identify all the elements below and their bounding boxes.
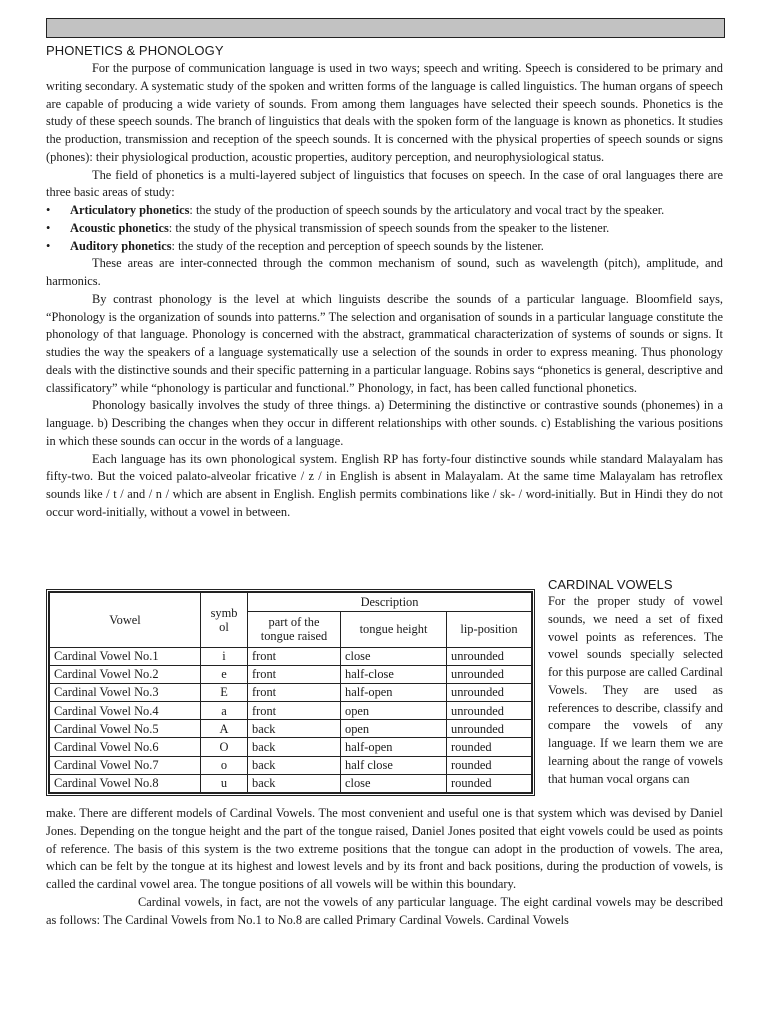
cell-height: open [341,702,447,720]
list-item-text: : the study of the reception and perception of speech sounds by the listener. [171,238,544,253]
cell-symbol: e [201,665,248,683]
table-row [50,702,532,720]
cell-symbol: a [201,702,248,720]
cell-vowel: Cardinal Vowel No.6 [50,738,201,756]
table-row [50,683,532,701]
cell-lip: unrounded [447,647,532,665]
cell-part: front [248,665,341,683]
cell-height: close [341,774,447,792]
paragraph-three-things: Phonology basically involves the study of three things. a) Determining the distinctive or contrastive sounds (phonemes) in a language. b) Describing the changes when they occur in different relationships with other sounds. c) Establishing the various positions in which these sounds can occur in the words of a language. [46,398,723,448]
cell-vowel: Cardinal Vowel No.1 [50,647,201,665]
cell-height: half-close [341,665,447,683]
cell-height: close [341,647,447,665]
bullet-icon: • [46,203,51,217]
cell-height: half close [341,756,447,774]
cell-part: front [248,702,341,720]
bullet-icon: • [46,220,51,235]
cell-vowel: Cardinal Vowel No.5 [50,720,201,738]
cell-part: front [248,647,341,665]
header-symbol: symb ol [201,593,248,648]
phonetics-areas-list [46,202,723,255]
cell-part: back [248,720,341,738]
cell-symbol: A [201,720,248,738]
header-lip: lip-position [447,612,532,647]
table-row [50,665,532,683]
list-item-term: Articulatory phonetics [70,203,190,217]
cardinal-continuation [46,805,723,929]
paragraph-interconnected: These areas are inter-connected through the common mechanism of sound, such as wavelength (pitch), amplitude, and harmonics. [46,256,723,288]
cell-height: half-open [341,683,447,701]
header-bar [46,18,725,38]
bullet-icon: • [46,238,51,253]
paragraph-intro: For the purpose of communication language is used in two ways; speech and writing. Speech is considered to be primary and writing secondary. A systematic study of the spoken and written forms of the language is called linguistics. The human organs of speech are capable of producing a wide variety of sounds. From among them languages have selected their speech sounds. Phonetics is the study of these speech sounds. The branch of linguistics that deals with the spoken form of the language is known as phonetics. It studies the production, transmission and reception of the speech sounds. It is concerned with the physical properties of speech sounds or signs (phones): their physiological production, acoustic properties, auditory perception, and neurophysiological status. [46,61,723,164]
cell-part: back [248,774,341,792]
cell-symbol: O [201,738,248,756]
cell-lip: unrounded [447,683,532,701]
cell-symbol: i [201,647,248,665]
paragraph-phonology: By contrast phonology is the level at which linguists describe the sounds of a particular language. Bloomfield says, “Phonology is the organization of sounds into patterns.” The selection and organisation of sounds in a particular language constitute the phonology of that language. Phonology is concerned with the abstract, grammatical characterization of systems of sounds or signs. It studies the way the speakers of a language systematically use a selection of the sounds in order to express meaning. Thus phonology deals with the distinctive sounds and their specific patterning in a particular language. Robins says “phonetics is general, descriptive and classificatory” while “phonology is particular and functional.” Phonology, in fact, has been called functional phonetics. [46,291,723,395]
main-text [46,60,723,522]
cell-height: open [341,720,447,738]
cardinal-vowels-table-frame [46,589,535,796]
cell-part: back [248,756,341,774]
list-item [46,202,723,220]
paragraph-daniel-jones: make. There are different models of Cardinal Vowels. The most convenient and useful one is that system which was devised by Daniel Jones. Depending on the tongue height and the part of the tongue raised, Daniel Jones posited that eight vowels could be used as points of reference. The basis of this system is the two extreme positions that the tongue can adopt in the production of vowels. The area, which can be felt by the tongue at its highest and lowest levels and by its front and back positions, during the production of vowels, is called the cardinal vowel area. The tongue positions of all vowels will be within this boundary. [46,806,723,891]
table-row [50,774,532,792]
cell-vowel: Cardinal Vowel No.7 [50,756,201,774]
cardinal-vowels-sidebar [548,576,723,788]
table-row [50,720,532,738]
table-row [50,738,532,756]
header-height: tongue height [341,612,447,647]
cell-vowel: Cardinal Vowel No.4 [50,702,201,720]
list-item-text: : the study of the physical transmission of speech sounds from the speaker to the listener. [168,220,610,235]
list-item-text: : the study of the production of speech sounds by the articulatory and vocal tract by the speaker. [189,203,665,217]
cell-part: front [248,683,341,701]
cell-vowel: Cardinal Vowel No.8 [50,774,201,792]
header-vowel: Vowel [50,593,201,648]
cell-lip: unrounded [447,720,532,738]
cell-lip: rounded [447,774,532,792]
cell-lip: unrounded [447,702,532,720]
cell-vowel: Cardinal Vowel No.2 [50,665,201,683]
paragraph-fields: The field of phonetics is a multi-layered subject of linguistics that focuses on speech. In the case of oral languages there are three basic areas of study: [46,167,723,200]
cell-part: back [248,738,341,756]
header-description: Description [248,593,532,612]
cell-lip: rounded [447,738,532,756]
cell-symbol: u [201,774,248,792]
cell-vowel: Cardinal Vowel No.3 [50,683,201,701]
list-item [46,220,723,238]
list-item-term: Auditory phonetics [70,238,172,253]
list-item-term: Acoustic phonetics [70,220,169,235]
list-item [46,238,723,256]
section-title: PHONETICS & PHONOLOGY [46,43,224,58]
cardinal-intro-text: For the proper study of vowel sounds, we need a set of fixed vowel points as references. The vowel sounds specially selected for this purpose are called Cardinal Vowels. They are used as references to describe, classify and compare the vowels of any language. If we learn them we are learning about the range of vowels that human vocal organs can [548,594,723,786]
table-row [50,756,532,774]
paragraph-primary-cardinal: Cardinal vowels, in fact, are not the vowels of any particular language. The eight cardinal vowels may be described as follows: The Cardinal Vowels from No.1 to No.8 are called Primary Cardinal Vowels. Cardinal Vowels [46,894,723,927]
subsection-title: CARDINAL VOWELS [548,577,673,592]
cardinal-vowels-table [49,592,532,793]
cell-height: half-open [341,738,447,756]
table-header-row [50,593,532,612]
cell-symbol: o [201,756,248,774]
cell-lip: unrounded [447,665,532,683]
cell-symbol: E [201,683,248,701]
paragraph-phonological-system: Each language has its own phonological system. English RP has forty-four distinctive sounds while standard Malayalam has fifty-two. But the voiced palato-alveolar fricative / z / in English is absent in Malayalam. At the same time Malayalam has retroflex sounds like / t / and / n / which are absent in English. English permits combinations like / sk- / word-initially. But in Hindi they do not occur word-initially, without a vowel in between. [46,451,723,519]
header-part: part of the tongue raised [248,612,341,647]
cell-lip: rounded [447,756,532,774]
table-row [50,647,532,665]
